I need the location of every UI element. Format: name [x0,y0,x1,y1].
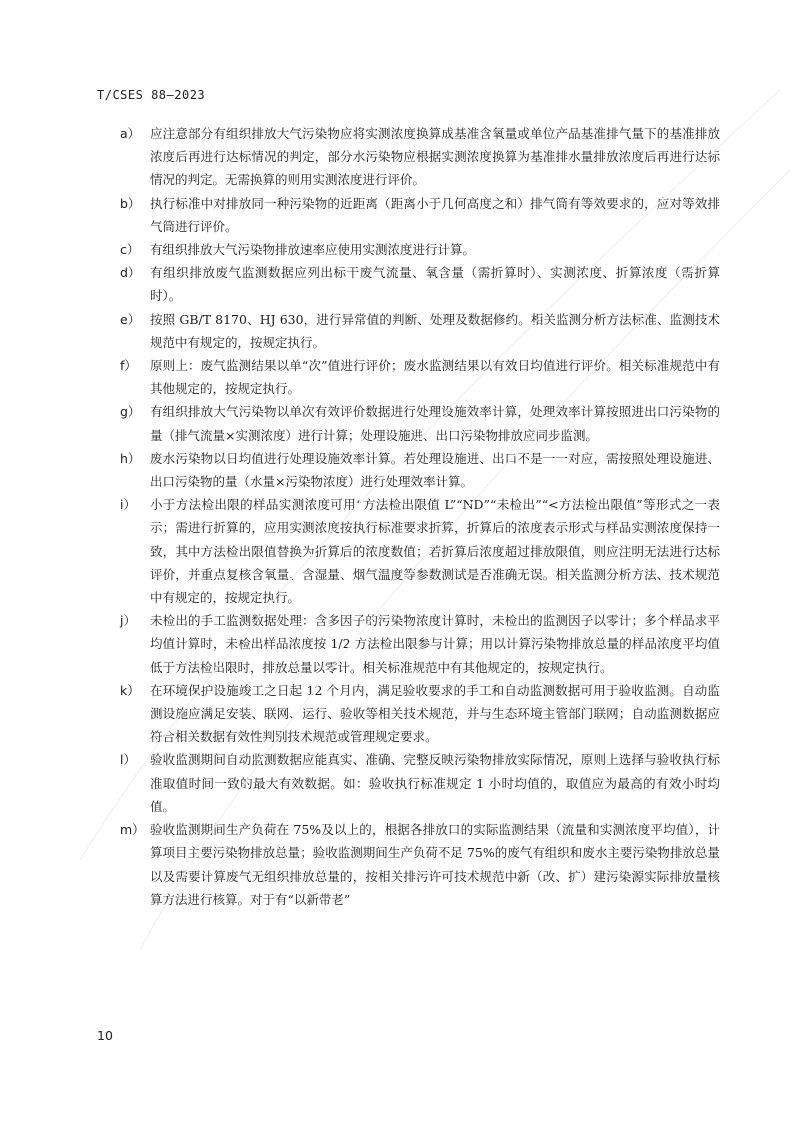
item-text: 验收监测期间生产负荷在 75%及以上的，根据各排放口的实际监测结果（流量和实测浓度平均值），计算项目主要污染物排放总量；验收监测期间生产负荷不足 75%的废气有组织和废水主要污染物排放总量以及需要计算废气无组织排放总量的，按相关排污许可技术规范中新（改、扩）建污染源实际排放量核算方法进行核算。对于有“以新带老” [150,822,720,907]
item-text: 有组织排放大气污染物以单次有效评价数据进行处理设施效率计算，处理效率计算按照进出口污染物的量（排气流量×实测浓度）进行计算；处理设施进、出口污染物排放应同步监测。 [150,404,720,443]
document-number: T/CSES 88—2023 [97,88,206,102]
list-item-j [120,609,720,679]
list-item-l [120,748,720,818]
list-item-g [120,400,720,446]
list-item-b [120,192,720,238]
item-label: f） [120,358,137,374]
item-text: 废水污染物以日均值进行处理设施效率计算。若处理设施进、出口不是一一对应，需按照处理设施进、出口污染物的量（水量×污染物浓度）进行处理效率计算。 [150,450,720,490]
item-text: 原则上：废气监测结果以单“次”值进行评价；废水监测结果以有效日均值进行评价。相关标准规范中有其他规定的，按规定执行。 [150,358,720,397]
item-label: d） [120,265,141,281]
item-text: 验收监测期间自动监测数据应能真实、准确、完整反映污染物排放实际情况，原则上选择与验收执行标准取值时间一致的最大有效数据。如：验收执行标准规定 1 小时均值的，取值应为最高的有效小时均值。 [150,752,720,814]
list-item-h [120,447,720,493]
item-text: 有组织排放大气污染物排放速率应使用实测浓度进行计算。 [150,242,476,258]
item-label: b） [120,195,141,211]
page-number: 10 [97,1028,113,1043]
item-label: a） [120,126,141,141]
item-text: 执行标准中对排放同一种污染物的近距离（距离小于几何高度之和）排气筒有等效要求的，应对等效排气筒进行评价。 [150,195,720,234]
item-label: k） [120,682,140,698]
item-text: 按照 GB/T 8170、HJ 630，进行异常值的判断、处理及数据修约。相关监测分析方法标准、监测技术规范中有规定的，按规定执行。 [150,311,720,350]
list-item-i [120,493,720,609]
item-label: h） [120,450,141,466]
list-item-m [120,818,720,911]
item-label: m） [120,822,145,838]
item-label: l） [120,752,136,768]
list-item-c [120,238,720,261]
item-text: 未检出的手工监测数据处理：含多因子的污染物浓度计算时，未检出的监测因子以零计；多个样品求平均值计算时，未检出样品浓度按 1/2 方法检出限参与计算；用以计算污染物排放总量的样品浓度平均值低于方法检出限时，排放总量以零计。相关标准规范中有其他规定的，按规定执行。 [150,613,720,675]
list-item-d [120,261,720,307]
list-body [120,122,720,911]
item-label: c） [120,242,140,258]
list-item-e [120,308,720,354]
item-label: j） [120,613,136,629]
item-text: 小于方法检出限的样品实测浓度可用“方法检出限值 L”“ND”“未检出”“<方法检出限值”等形式之一表示；需进行折算的，应用实测浓度按执行标准要求折算，折算后的浓度表示形式与样品实测浓度保持一致，其中方法检出限值替换为折算后的浓度数值；若折算后浓度超过排放限值，则应注明无法进行达标评价，并重点复核含氧量、含湿量、烟气温度等参数测试是否准确无误。相关监测分析方法、技术规范中有规定的，按规定执行。 [150,497,720,606]
list-item-k [120,679,720,749]
item-text: 应注意部分有组织排放大气污染物应将实测浓度换算成基准含氧量或单位产品基准排气量下的基准排放浓度后再进行达标情况的判定，部分水污染物应根据实测浓度换算为基准排水量排放浓度后再进行达标情况的判定。无需换算的则用实测浓度进行评价。 [150,126,720,188]
list-item-f [120,354,720,400]
list-item-a [120,122,720,192]
item-label: e） [120,311,141,327]
item-text: 在环境保护设施竣工之日起 12 个月内，满足验收要求的手工和自动监测数据可用于验收监测。自动监测设施应满足安装、联网、运行、验收等相关技术规范，并与生态环境主管部门联网；自动监测数据应符合相关数据有效性判别技术规范或管理规定要求。 [150,682,720,745]
item-text: 有组织排放废气监测数据应列出标干废气流量、氧含量（需折算时）、实测浓度、折算浓度（需折算时）。 [150,265,720,304]
item-label: g） [120,404,141,420]
item-label: i） [120,497,136,513]
